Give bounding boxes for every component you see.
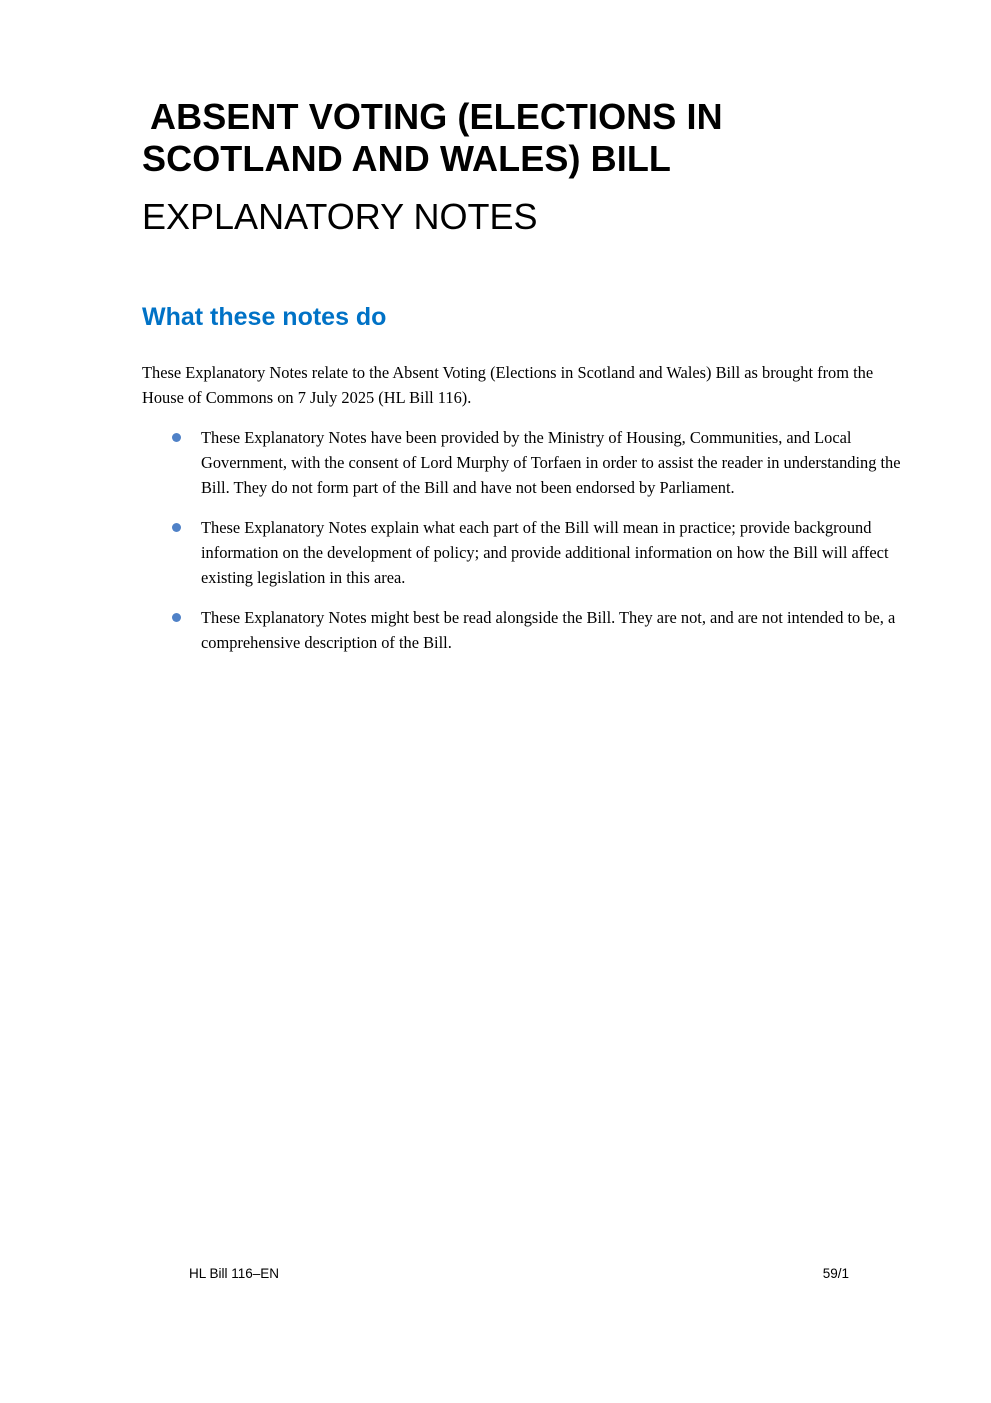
bullet-text: These Explanatory Notes have been provided by the Ministry of Housing, Communities, and Local Government, with the consent of Lord Murphy of Torfaen in order to assist the reader in understanding the Bill. They do not form part of the Bill and have not been endorsed by Parliament. (201, 428, 901, 497)
bullet-dot-icon (172, 523, 181, 532)
bullet-item (142, 605, 902, 655)
bullet-text: These Explanatory Notes explain what each part of the Bill will mean in practice; provide background information on the development of policy; and provide additional information on how the Bill will affect existing legislation in this area. (201, 518, 889, 587)
document-type: EXPLANATORY NOTES (142, 196, 538, 237)
bill-title-line-2: SCOTLAND AND WALES) BILL (142, 138, 672, 179)
intro-paragraph: These Explanatory Notes relate to the Absent Voting (Elections in Scotland and Wales) Bill as brought from the House of Commons on 7 July 2025 (HL Bill 116). (142, 363, 874, 407)
footer-bill-reference: HL Bill 116–EN (189, 1266, 280, 1281)
bullet-text: These Explanatory Notes might best be read alongside the Bill. They are not, and are not intended to be, a comprehensive description of the Bill. (201, 608, 896, 652)
bill-title (142, 96, 862, 180)
bullet-list (142, 425, 902, 670)
bullet-item (142, 515, 902, 590)
bullet-dot-icon (172, 613, 181, 622)
section-heading: What these notes do (142, 303, 387, 331)
bullet-item (142, 425, 902, 500)
footer-page-reference: 59/1 (822, 1266, 849, 1281)
title-block (142, 96, 862, 238)
bullet-dot-icon (172, 433, 181, 442)
bill-title-line-1: ABSENT VOTING (ELECTIONS IN (150, 96, 723, 137)
